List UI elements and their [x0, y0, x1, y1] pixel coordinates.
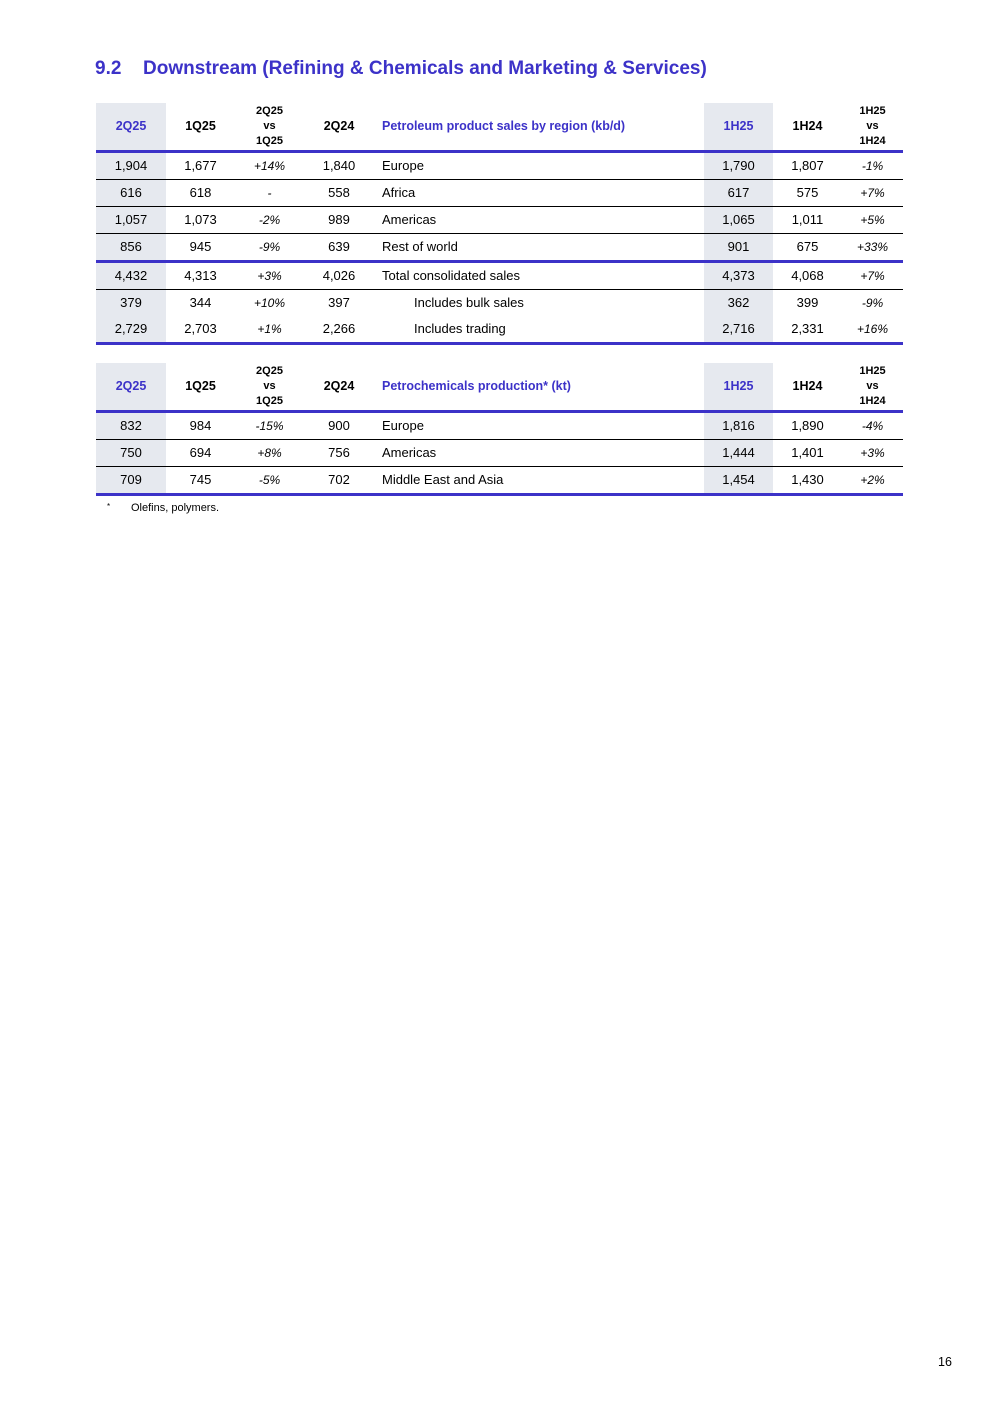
- row-label: Europe: [382, 418, 424, 433]
- col-header-2q24: 2Q24: [304, 103, 374, 151]
- row-label: Americas: [374, 439, 704, 466]
- cell-2q25: 832: [96, 411, 166, 439]
- row-label: Americas: [374, 206, 704, 233]
- cell-half-variance: +5%: [842, 206, 903, 233]
- cell-2q25: 856: [96, 233, 166, 261]
- cell-1h25: 1,454: [704, 466, 773, 494]
- cell-1h25: 901: [704, 233, 773, 261]
- cell-half-variance: +2%: [842, 466, 903, 494]
- cell-quarter-variance: +14%: [253, 158, 286, 173]
- table-row: [96, 206, 903, 233]
- cell-1q25: 2,703: [166, 316, 235, 344]
- table-row: [96, 411, 903, 439]
- cell-1h25: 2,716: [704, 316, 773, 344]
- cell-half-variance: +7%: [842, 179, 903, 206]
- cell-1h24: 1,807: [791, 158, 824, 173]
- cell-quarter-variance: -15%: [255, 418, 284, 433]
- cell-2q25: 379: [96, 289, 166, 316]
- col-header-1h24: 1H24: [773, 103, 842, 151]
- cell-1q25: 344: [166, 289, 235, 316]
- petroleum-sales-table: [96, 103, 903, 345]
- cell-1h25: 362: [704, 289, 773, 316]
- cell-2q24: 397: [304, 289, 374, 316]
- table-title: Petroleum product sales by region (kb/d): [374, 103, 704, 151]
- cell-1q25: 1,073: [166, 206, 235, 233]
- cell-2q25: 1,057: [96, 206, 166, 233]
- cell-1h25: 1,444: [704, 439, 773, 466]
- cell-quarter-variance: -2%: [235, 206, 304, 233]
- row-label: Middle East and Asia: [374, 466, 704, 494]
- cell-1h24: 2,331: [773, 316, 842, 344]
- section-heading: [95, 58, 707, 80]
- section-number: 9.2: [95, 58, 122, 79]
- row-label: Africa: [374, 179, 704, 206]
- col-header-2q25: 2Q25: [96, 103, 166, 151]
- cell-half-variance: +3%: [842, 439, 903, 466]
- cell-2q25: 750: [96, 439, 166, 466]
- col-header-1h25: 1H25: [704, 363, 773, 411]
- cell-2q25: 616: [96, 179, 166, 206]
- col-header-half-variance: 1H25 vs 1H24: [842, 103, 903, 151]
- cell-1h25: 1,790: [704, 151, 773, 179]
- petrochemicals-production-table: [96, 363, 903, 496]
- cell-1h24: 1,011: [773, 206, 842, 233]
- page-number: 16: [938, 1355, 952, 1369]
- cell-quarter-variance: -5%: [235, 466, 304, 494]
- cell-2q25: 2,729: [96, 316, 166, 344]
- cell-1h25: 4,373: [704, 261, 773, 289]
- footnote-marker: *: [107, 502, 111, 511]
- table-header-row: [96, 103, 903, 151]
- cell-1q25: 4,313: [166, 261, 235, 289]
- col-header-2q25: 2Q25: [96, 363, 166, 411]
- cell-1h25: 617: [704, 179, 773, 206]
- cell-2q24: 1,840: [322, 158, 356, 173]
- cell-half-variance: +7%: [842, 261, 903, 289]
- cell-1q25: 618: [166, 179, 235, 206]
- cell-2q25: 4,432: [96, 261, 166, 289]
- cell-quarter-variance: -9%: [235, 233, 304, 261]
- cell-1h24: 575: [773, 179, 842, 206]
- cell-1q25: 694: [166, 439, 235, 466]
- section-title: Downstream (Refining & Chemicals and Marketing & Services): [143, 58, 707, 79]
- table-title: Petrochemicals production* (kt): [374, 363, 704, 411]
- footnote-text: Olefins, polymers.: [131, 502, 220, 514]
- cell-1h25: 1,816: [704, 411, 773, 439]
- col-header-2q24: 2Q24: [304, 363, 374, 411]
- cell-2q24: 639: [304, 233, 374, 261]
- cell-1h24: 1,401: [773, 439, 842, 466]
- cell-1h24: 4,068: [773, 261, 842, 289]
- cell-half-variance: -1%: [861, 158, 884, 173]
- row-label: Europe: [382, 158, 424, 173]
- table-row: [96, 316, 903, 344]
- cell-2q24: 558: [304, 179, 374, 206]
- col-header-1h25: 1H25: [704, 103, 773, 151]
- col-header-half-variance: 1H25 vs 1H24: [842, 363, 903, 411]
- cell-2q24: 900: [328, 418, 350, 433]
- cell-half-variance: +16%: [842, 316, 903, 344]
- cell-2q24: 989: [304, 206, 374, 233]
- table-row: [96, 466, 903, 494]
- cell-1q25: 1,677: [184, 158, 217, 173]
- cell-1q25: 945: [166, 233, 235, 261]
- table-row: [96, 151, 903, 179]
- cell-1h24: 1,890: [791, 418, 824, 433]
- table-header-row: [96, 363, 903, 411]
- cell-half-variance: +33%: [842, 233, 903, 261]
- cell-2q24: 4,026: [304, 261, 374, 289]
- cell-1h24: 1,430: [773, 466, 842, 494]
- cell-2q25: 1,904: [96, 151, 166, 179]
- cell-half-variance: -9%: [842, 289, 903, 316]
- row-label: Includes trading: [374, 316, 704, 344]
- cell-quarter-variance: +10%: [235, 289, 304, 316]
- table-row: [96, 179, 903, 206]
- col-header-1h24: 1H24: [773, 363, 842, 411]
- cell-quarter-variance: +1%: [235, 316, 304, 344]
- table-row: [96, 233, 903, 261]
- cell-quarter-variance: -: [235, 179, 304, 206]
- cell-1h24: 399: [773, 289, 842, 316]
- row-label: Rest of world: [374, 233, 704, 261]
- cell-2q24: 2,266: [304, 316, 374, 344]
- row-label: Total consolidated sales: [374, 261, 704, 289]
- row-label: Includes bulk sales: [374, 289, 704, 316]
- cell-1h24: 675: [773, 233, 842, 261]
- cell-half-variance: -4%: [861, 418, 884, 433]
- cell-1q25: 745: [166, 466, 235, 494]
- footnote: [107, 502, 219, 514]
- col-header-quarter-variance: 2Q25 vs 1Q25: [235, 103, 304, 151]
- cell-quarter-variance: +8%: [235, 439, 304, 466]
- table-row: [96, 289, 903, 316]
- cell-2q24: 702: [304, 466, 374, 494]
- col-header-1q25: 1Q25: [166, 103, 235, 151]
- table-row: [96, 439, 903, 466]
- col-header-1q25: 1Q25: [166, 363, 235, 411]
- cell-1q25: 984: [189, 418, 212, 433]
- table-row: [96, 261, 903, 289]
- cell-1h25: 1,065: [704, 206, 773, 233]
- col-header-quarter-variance: 2Q25 vs 1Q25: [235, 363, 304, 411]
- cell-2q25: 709: [96, 466, 166, 494]
- cell-quarter-variance: +3%: [235, 261, 304, 289]
- cell-2q24: 756: [304, 439, 374, 466]
